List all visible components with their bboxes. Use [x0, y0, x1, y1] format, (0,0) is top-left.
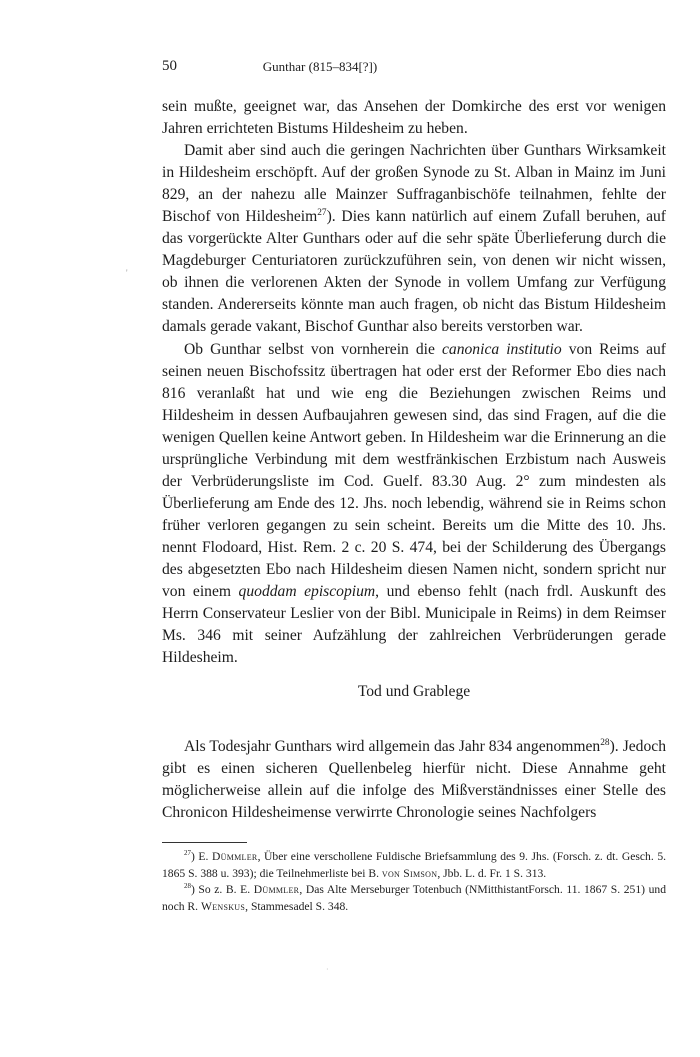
footnote-27-author-2: von Simson — [381, 866, 438, 880]
footnote-28 — [162, 882, 666, 915]
paragraph-1: sein mußte, geeignet war, das Ansehen der Domkirche des erst vor wenigen Jahren errichteten Bistums Hildesheim zu heben. — [162, 98, 666, 138]
body-text — [162, 96, 666, 669]
section-paragraph-1-text-a: Als Todesjahr Gunthars wird allgemein das Jahr 834 angenommen — [184, 738, 601, 755]
footnote-28-text-a: ) So z. B. E. — [190, 883, 254, 896]
paragraph-2-text-b: ). Dies kann natürlich auf einem Zufall beruhen, auf das vorgerückte Alter Gunthars oder auf die sehr späte Überlieferung durch die Magdeburger Centuriatoren zurückzuführen sein, von denen wir nicht wissen, ob ihnen die verlorenen Akten der Synode in vollem Umfang zur Verfügung standen. Andererseits könnte man auch fragen, ob nicht das Bistum Hildesheim damals gerade vakant, Bischof Gunthar also bereits verstorben war. — [162, 208, 666, 336]
section-heading: Tod und Grablege — [357, 683, 471, 700]
page-number: 50 — [162, 58, 177, 74]
running-head: Gunthar (815–834[?]) — [262, 59, 378, 74]
footnote-27-marker: 27 — [184, 849, 191, 858]
footnote-ref-28: 28 — [600, 737, 610, 748]
paragraph-3-italic-1: canonica institutio — [442, 340, 562, 358]
footnotes — [162, 849, 666, 915]
footnote-27 — [162, 849, 666, 882]
section-text — [162, 736, 666, 824]
paragraph-3-text-c: , und ebenso fehlt (nach frdl. Auskunft des Herrn Conservateur Leslier von der Bibl. Municipale in Reims) in dem Reimser Ms. 346 mit seiner Aufzählung der zahlreichen Verbrüderungen gerade Hildesheim. — [162, 583, 666, 667]
paragraph-3 — [162, 339, 666, 670]
footnote-27-text-a: ) E. — [190, 850, 212, 863]
footnote-27-text-c: , Jbb. L. d. Fr. 1 S. 313. — [437, 866, 547, 880]
footnote-28-text-b: , Das Alte Merseburger Totenbuch (NMitthistantForsch. 11. 1867 S. 251) und noch R. — [162, 883, 666, 913]
marginal-mark: ' — [126, 268, 128, 278]
paragraph-3-text-b: von Reims auf seinen neuen Bischofssitz übertragen hat oder erst der Reformer Ebo dies nach 816 veranlaßt hat und wie eng die Beziehungen zwischen Reims und Hildesheim in dessen Aufbaujahren gewesen sind, das sind Fragen, auf die die wenigen Quellen keine Antwort geben. In Hildesheim war die Erinnerung an die ursprüngliche Verbindung mit dem westfränkischen Erzbistum nach Ausweis der Verbrüderungsliste im Cod. Guelf. 83.30 Aug. 2° zum mindesten als Überlieferung am Ende des 12. Jhs. noch lebendig, während sie in Reims schon früher verloren gegangen zu sein scheint. Bereits um die Mitte des 10. Jhs. nennt Flodoard, Hist. Rem. 2 c. 20 S. 474, bei der Schilderung des Übergangs des abgesetzten Ebo nach Hildesheim diesen Namen nicht, sondern spricht nur von einem — [162, 340, 666, 601]
paragraph-2-text-a: Damit aber sind auch die geringen Nachrichten über Gunthars Wirksamkeit in Hildesheim erschöpft. Auf der großen Synode zu St. Alban in Mainz im Juni 829, an der nahezu alle Mainzer Suffraganbischöfe teilnahmen, fehlte der Bischof von Hildesheim — [162, 142, 666, 226]
paragraph-3-text-a: Ob Gunthar selbst von vornherein die — [184, 340, 442, 358]
footnote-27-author-1: Dümmler — [211, 850, 258, 863]
paragraph-3-italic-2: quoddam episcopium — [238, 583, 376, 601]
footnote-28-text-c: , Stammesadel S. 348. — [245, 899, 349, 913]
section-paragraph-1 — [162, 736, 666, 824]
footnote-28-marker: 28 — [184, 882, 191, 891]
page-speck: · — [326, 965, 329, 974]
footnote-27-text-b: , Über eine verschollene Fuldische Briefsammlung des 9. Jhs. (Forsch. z. dt. Gesch. 5. 1865 S. 388 u. 393); die Teilnehmerliste bei B. — [162, 850, 667, 880]
footnote-ref-27: 27 — [317, 208, 327, 219]
footnote-28-author-1: Dümmler — [253, 883, 300, 896]
section-paragraph-1-text-b: ). Jedoch gibt es einen sicheren Quellenbeleg hierfür nicht. Diese Annahme geht möglicherweise allein auf die infolge des Mißverständnisses einer Stelle des Chronicon Hildesheimense verwirrte Chronologie seines Nachfolgers — [162, 738, 666, 821]
footnote-rule — [162, 842, 247, 843]
paragraph-2 — [162, 140, 666, 338]
footnote-28-author-2: Wenskus — [200, 899, 246, 913]
